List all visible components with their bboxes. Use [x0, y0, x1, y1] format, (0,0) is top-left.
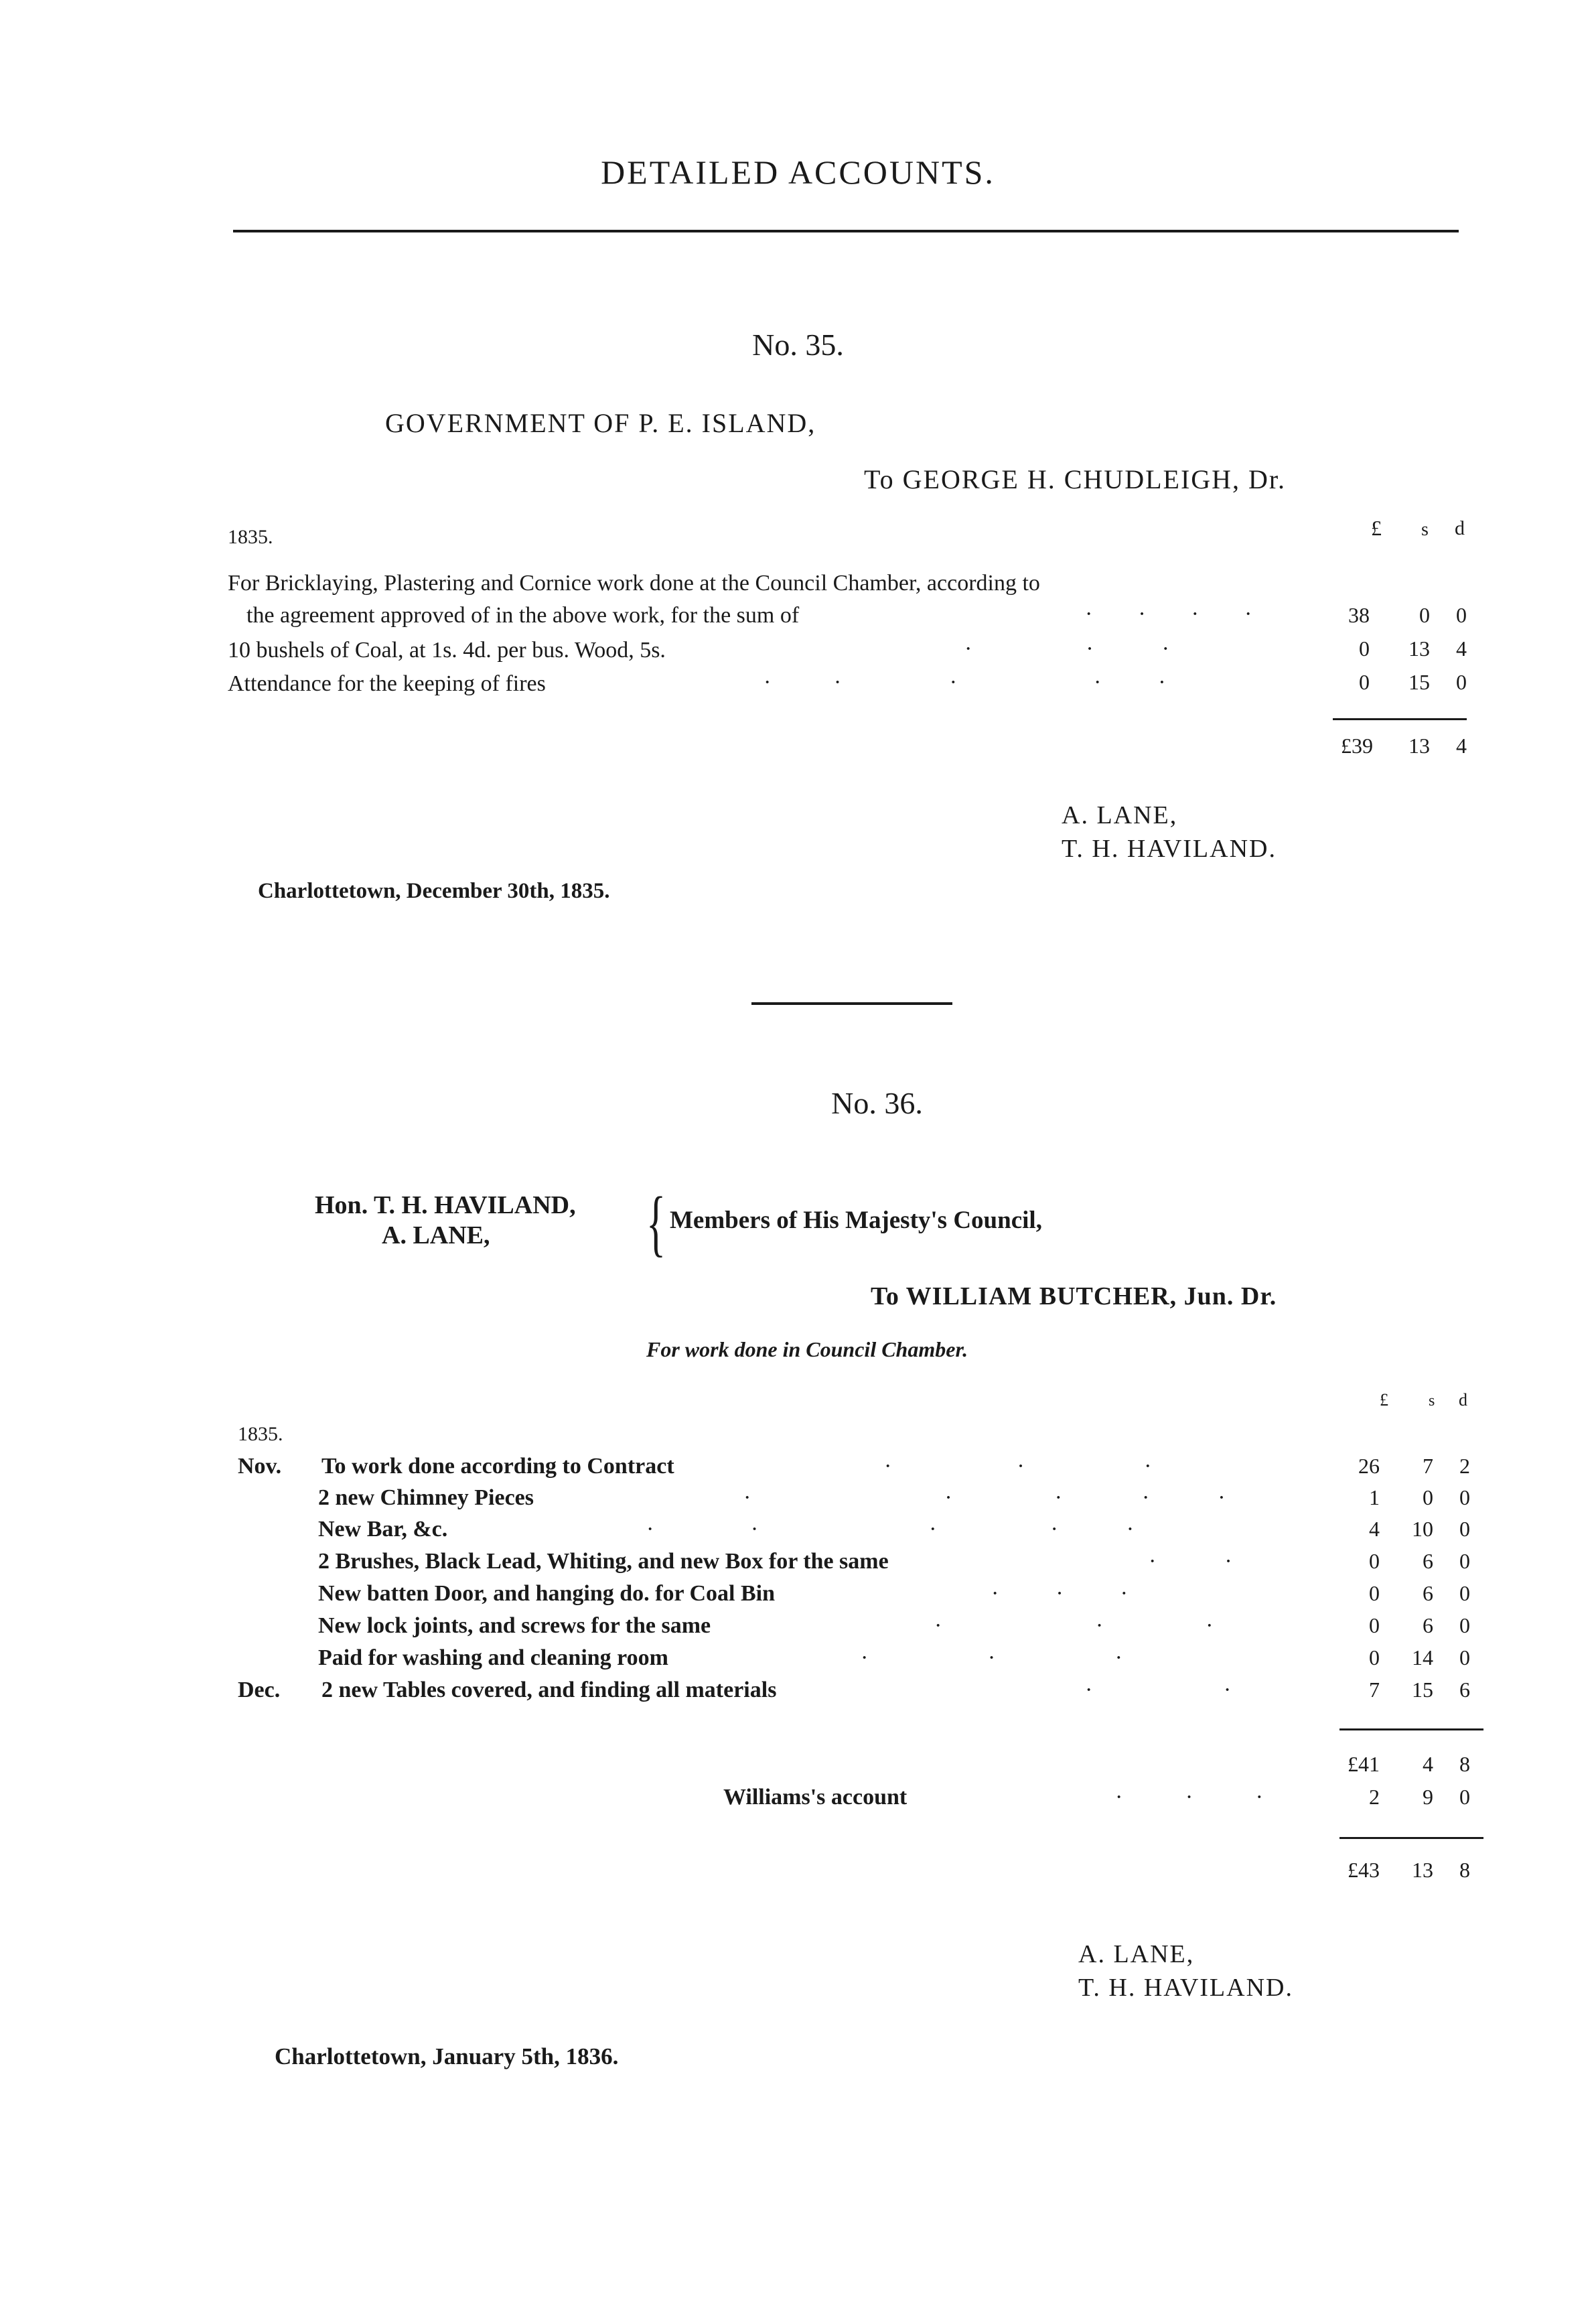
account-35-party: GOVERNMENT OF P. E. ISLAND,	[385, 408, 816, 438]
account-35-number: No. 35.	[752, 328, 844, 362]
account-36-item-2: 2 new Chimney Pieces	[318, 1485, 534, 1510]
account-36-item-8-month: Dec.	[238, 1678, 281, 1702]
account-36-extra-shillings: 9	[1423, 1785, 1433, 1809]
account-36-total-pence: 8	[1459, 1858, 1470, 1882]
account-36-number: No. 36.	[831, 1086, 923, 1120]
account-36-item-7-shillings: 14	[1412, 1645, 1433, 1670]
leader-dots: · · ·	[884, 1454, 1152, 1479]
account-35-pounds-header: £	[1371, 516, 1382, 540]
header-rule	[233, 230, 1459, 232]
leader-dots: · ·	[1149, 1549, 1232, 1574]
leader-dots: · · · · ·	[743, 1485, 1226, 1510]
account-36-extra: Williams's account	[723, 1785, 908, 1810]
account-36-signatory-1: A. LANE,	[1078, 1940, 1195, 1968]
account-36-item-1-month: Nov.	[238, 1454, 282, 1479]
account-35-total-rule	[1333, 718, 1467, 720]
account-36-party-name-1: Hon. T. H. HAVILAND,	[315, 1191, 576, 1219]
account-35-item-1-pounds: 38	[1348, 603, 1370, 627]
account-36-item-8-pence: 6	[1459, 1678, 1470, 1702]
account-36-item-1: To work done according to Contract	[321, 1454, 674, 1479]
account-36-extra-pounds: 2	[1369, 1785, 1380, 1809]
account-36-subtotal-pence: 8	[1459, 1752, 1470, 1776]
account-36-item-5-pence: 0	[1459, 1581, 1470, 1605]
account-36-item-6-pounds: 0	[1369, 1613, 1380, 1637]
account-36-item-2-pounds: 1	[1369, 1485, 1380, 1509]
account-35-total-pounds: £39	[1341, 734, 1373, 758]
leader-dots: · · · · ·	[764, 670, 1166, 695]
account-36-item-3-shillings: 10	[1412, 1517, 1433, 1541]
account-36-year: 1835.	[238, 1423, 283, 1445]
account-36-item-3: New Bar, &c.	[318, 1517, 448, 1542]
page-title: DETAILED ACCOUNTS.	[601, 153, 995, 191]
account-36-extra-pence: 0	[1459, 1785, 1470, 1809]
leader-dots: · · ·	[934, 1613, 1214, 1638]
account-36-item-2-pence: 0	[1459, 1485, 1470, 1509]
account-36-item-8-shillings: 15	[1412, 1678, 1433, 1702]
account-35-item-1-line-1: For Bricklaying, Plastering and Cornice work done at the Council Chamber, according to	[228, 571, 1040, 596]
account-35-place-date: Charlottetown, December 30th, 1835.	[258, 879, 610, 903]
account-35-item-2-pounds: 0	[1359, 636, 1370, 661]
account-35-shillings-header: s	[1421, 519, 1429, 540]
account-36-item-3-pence: 0	[1459, 1517, 1470, 1541]
account-35-total-shillings: 13	[1408, 734, 1430, 758]
account-36-item-4-pence: 0	[1459, 1549, 1470, 1573]
leader-dots: · · ·	[964, 636, 1169, 661]
account-36-item-6: New lock joints, and screws for the same	[318, 1613, 711, 1638]
account-36-party-role: Members of His Majesty's Council,	[670, 1207, 1042, 1234]
account-36-item-1-shillings: 7	[1423, 1454, 1433, 1478]
account-35-item-2-shillings: 13	[1408, 636, 1430, 661]
leader-dots: · ·	[1085, 1678, 1232, 1702]
account-35-pence-header: d	[1455, 517, 1465, 539]
account-36-item-6-shillings: 6	[1423, 1613, 1433, 1637]
account-35-item-1-shillings: 0	[1419, 603, 1430, 627]
account-36-creditor: To WILLIAM BUTCHER, Jun. Dr.	[871, 1282, 1277, 1310]
account-36-item-4: 2 Brushes, Black Lead, Whiting, and new Box for the same	[318, 1549, 889, 1574]
account-36-pence-header: d	[1459, 1390, 1467, 1410]
account-36-total-pounds: £43	[1348, 1858, 1380, 1882]
account-35-signatory-2: T. H. HAVILAND.	[1062, 835, 1277, 863]
leader-dots: · · · · ·	[646, 1517, 1135, 1542]
account-36-item-5: New batten Door, and hanging do. for Coal Bin	[318, 1581, 776, 1606]
account-36-item-8: 2 new Tables covered, and finding all materials	[321, 1678, 777, 1702]
account-36-item-4-pounds: 0	[1369, 1549, 1380, 1573]
account-35-item-3-shillings: 15	[1408, 670, 1430, 694]
account-36-item-5-pounds: 0	[1369, 1581, 1380, 1605]
account-35-item-3-pence: 0	[1456, 670, 1467, 694]
account-36-item-7-pounds: 0	[1369, 1645, 1380, 1670]
account-35-item-2-pence: 4	[1456, 636, 1467, 661]
account-36-total-rule	[1339, 1837, 1483, 1839]
account-36-signatory-2: T. H. HAVILAND.	[1078, 1974, 1293, 2002]
account-36-subtotal-shillings: 4	[1423, 1752, 1433, 1776]
account-35-total-pence: 4	[1456, 734, 1467, 758]
account-35-item-1-line-2: the agreement approved of in the above work, for the sum of	[246, 603, 800, 628]
account-36-place-date: Charlottetown, January 5th, 1836.	[275, 2043, 619, 2069]
account-36-pounds-header: £	[1380, 1390, 1388, 1410]
account-36-item-1-pounds: 26	[1358, 1454, 1380, 1478]
account-35-item-3-pounds: 0	[1359, 670, 1370, 694]
brace-symbol: {	[646, 1182, 666, 1264]
account-36-shillings-header: s	[1429, 1392, 1435, 1410]
account-36-item-5-shillings: 6	[1423, 1581, 1433, 1605]
section-divider	[751, 1002, 952, 1005]
account-36-party-name-2: A. LANE,	[382, 1221, 490, 1249]
leader-dots: · · ·	[1115, 1785, 1263, 1810]
account-35-item-3: Attendance for the keeping of fires	[228, 671, 546, 696]
account-36-subtotal-rule	[1339, 1728, 1483, 1730]
leader-dots: · · ·	[991, 1581, 1128, 1606]
account-35-signatory-1: A. LANE,	[1062, 801, 1178, 829]
account-36-total-shillings: 13	[1412, 1858, 1433, 1882]
account-36-item-2-shillings: 0	[1423, 1485, 1433, 1509]
account-36-item-6-pence: 0	[1459, 1613, 1470, 1637]
account-35-item-2: 10 bushels of Coal, at 1s. 4d. per bus. Wood, 5s.	[228, 638, 666, 663]
account-35-year: 1835.	[228, 526, 273, 548]
leader-dots: · · ·	[861, 1645, 1122, 1670]
account-35-item-1-pence: 0	[1456, 603, 1467, 627]
account-36-item-8-pounds: 7	[1369, 1678, 1380, 1702]
account-36-subtitle: For work done in Council Chamber.	[646, 1337, 968, 1361]
leader-dots: · · · ·	[1085, 602, 1252, 626]
account-36-item-3-pounds: 4	[1369, 1517, 1380, 1541]
account-36-subtotal-pounds: £41	[1348, 1752, 1380, 1776]
account-36-item-4-shillings: 6	[1423, 1549, 1433, 1573]
account-36-item-7: Paid for washing and cleaning room	[318, 1645, 668, 1670]
account-36-item-1-pence: 2	[1459, 1454, 1470, 1478]
account-36-item-7-pence: 0	[1459, 1645, 1470, 1670]
account-35-creditor: To GEORGE H. CHUDLEIGH, Dr.	[864, 464, 1287, 494]
